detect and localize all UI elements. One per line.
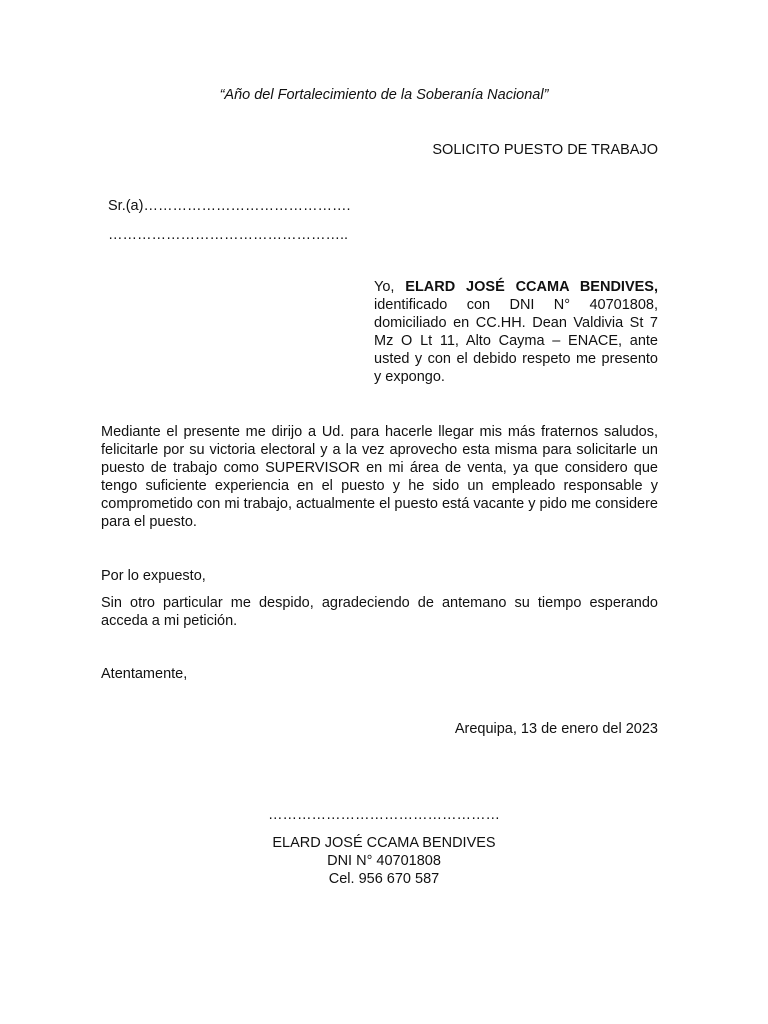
document-motto: “Año del Fortalecimiento de la Soberanía Nacional” <box>219 87 549 103</box>
signature-name: ELARD JOSÉ CCAMA BENDIVES <box>272 835 496 851</box>
closing-line-1: Por lo expuesto, <box>101 568 206 584</box>
signature-line: ………………………………………… <box>268 807 500 823</box>
place-date: Arequipa, 13 de enero del 2023 <box>454 721 658 737</box>
closing-line-2: Sin otro particular me despido, agradeciendo de antemano su tiempo esperando acceda a mi petición. <box>101 595 658 629</box>
signature-dni: DNI N° 40701808 <box>327 853 441 869</box>
addressee-line-2: ………………………………………….. <box>108 227 349 243</box>
intro-paragraph <box>374 278 658 386</box>
body-paragraph: Mediante el presente me dirijo a Ud. para hacerle llegar mis más fraternos saludos, felicitarle por su victoria electoral y a la vez aprovecho esta misma para solicitarle un puesto de trabajo como SUPERVISOR en mi área de venta, ya que considero que tengo suficiente experiencia en el puesto y he sido un empleado responsable y comprometido con mi trabajo, actualmente el puesto está vacante y pido me considere para el puesto. <box>101 424 658 530</box>
document-subject: SOLICITO PUESTO DE TRABAJO <box>432 142 658 158</box>
intro-prefix: Yo, <box>374 279 406 295</box>
applicant-name: ELARD JOSÉ CCAMA BENDIVES, <box>405 279 658 295</box>
intro-rest: identificado con DNI N° 40701808, domiciliado en CC.HH. Dean Valdivia St 7 Mz O Lt 11, Alto Cayma – ENACE, ante usted y con el debido respeto me presento y expongo. <box>374 297 658 385</box>
addressee-line-1: Sr.(a)……………………………………. <box>108 198 351 214</box>
signature-block <box>0 806 768 888</box>
sign-off: Atentamente, <box>101 666 188 682</box>
signature-phone: Cel. 956 670 587 <box>328 871 440 887</box>
